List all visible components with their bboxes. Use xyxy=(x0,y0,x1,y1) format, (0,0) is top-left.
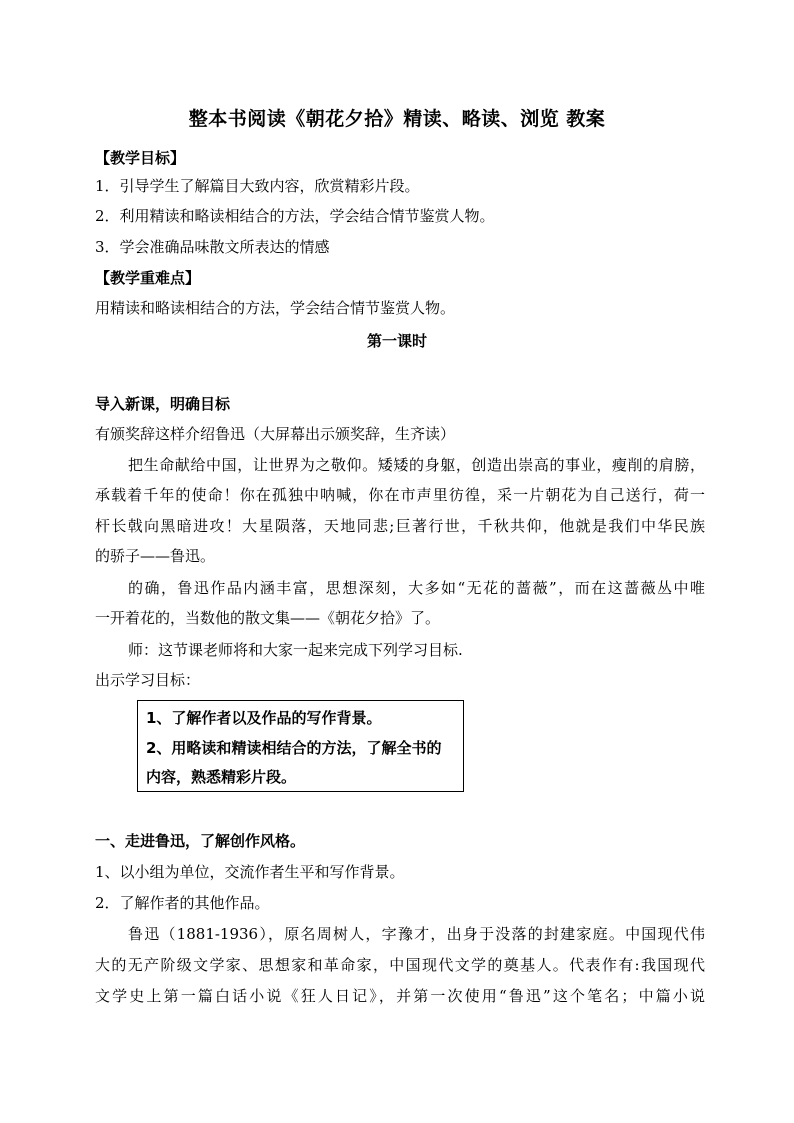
part-one-item: 2．了解作者的其他作品。 xyxy=(95,894,270,912)
goal-line: 内容，熟悉精彩片段。 xyxy=(146,768,297,786)
teacher-line: 师：这节课老师将和大家一起来完成下列学习目标. xyxy=(128,641,463,659)
objectives-heading: 【教学目标】 xyxy=(95,149,186,167)
biography-paragraph-line: 文学史上第一篇白话小说《狂人日记》，并第一次使用“鲁迅”这个笔名；中篇小说 xyxy=(95,987,705,1005)
biography-paragraph-line: 鲁迅（1881-1936），原名周树人，字豫才，出身于没落的封建家庭。中国现代伟 xyxy=(128,925,705,943)
objective-item: 3．学会准确品味散文所表达的情感 xyxy=(95,238,330,256)
part-one-item: 1、以小组为单位，交流作者生平和写作背景。 xyxy=(95,863,405,881)
show-goals-label: 出示学习目标： xyxy=(95,671,201,689)
part-one-heading: 一、走进鲁迅，了解创作风格。 xyxy=(95,832,306,850)
intro-paragraph-line: 的确，鲁迅作品内涵丰富，思想深刻，大多如“无花的蔷薇”，而在这蔷薇丛中唯 xyxy=(128,579,705,597)
goal-line: 2、用略读和精读相结合的方法，了解全书的 xyxy=(146,739,442,757)
difficulty-text: 用精读和略读相结合的方法，学会结合情节鉴赏人物。 xyxy=(95,299,456,317)
award-paragraph-line: 把生命献给中国，让世界为之敬仰。矮矮的身躯，创造出崇高的事业，瘦削的肩膀， xyxy=(128,456,705,474)
intro-lead: 有颁奖辞这样介绍鲁迅（大屏幕出示颁奖辞，生齐读） xyxy=(95,425,456,443)
intro-heading: 导入新课，明确目标 xyxy=(95,395,231,413)
document-title: 整本书阅读《朝花夕拾》精读、略读、浏览 教案 xyxy=(188,108,606,130)
award-paragraph-line: 承载着千年的使命！你在孤独中呐喊，你在市声里彷徨，采一片朝花为自己送行，荷一 xyxy=(95,486,705,504)
goal-line: 1、了解作者以及作品的写作背景。 xyxy=(146,709,382,727)
difficulty-heading: 【教学重难点】 xyxy=(95,269,201,287)
objective-item: 2．利用精读和略读相结合的方法，学会结合情节鉴赏人物。 xyxy=(95,207,495,225)
intro-paragraph-line: 一开着花的，当数他的散文集——《朝花夕拾》了。 xyxy=(95,609,441,627)
award-paragraph-line: 的骄子——鲁迅。 xyxy=(95,547,216,565)
lesson-heading: 第一课时 xyxy=(366,332,427,350)
objective-item: 1．引导学生了解篇目大致内容，欣赏精彩片段。 xyxy=(95,177,420,195)
biography-paragraph-line: 大的无产阶级文学家、思想家和革命家，中国现代文学的奠基人。代表作有:我国现代 xyxy=(95,956,705,974)
award-paragraph-line: 杆长戟向黑暗进攻！大星陨落，天地同悲;巨著行世，千秋共仰，他就是我们中华民族 xyxy=(95,517,705,535)
learning-goals-box xyxy=(137,700,464,792)
